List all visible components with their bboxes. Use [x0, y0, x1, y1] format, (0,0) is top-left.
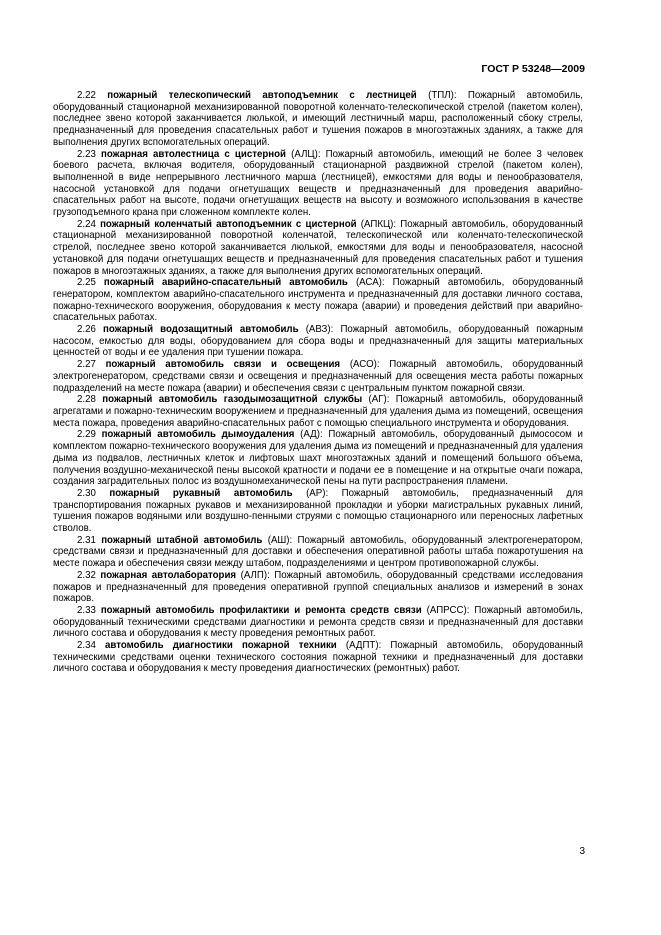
clause-number: 2.24: [77, 218, 96, 230]
defined-term: пожарный автомобиль газодымозащитной службы: [102, 394, 363, 406]
document-body: [53, 90, 583, 675]
definition-text: (АР): Пожарный автомобиль, предназначенный для транспортирования пожарных рукавов и механизированной прокладки и уборки магистральных рукавных линий, тушения пожаров водяными или воздушно-пенными струями с помощью стационарного или переносных лафетных стволов.: [53, 487, 583, 535]
definition-paragraph: [53, 570, 583, 605]
standard-number: ГОСТ Р 53248—2009: [481, 63, 585, 75]
clause-number: 2.26: [77, 324, 96, 336]
definition-paragraph: [53, 488, 583, 535]
definition-paragraph: [53, 605, 583, 640]
definition-text: (АД): Пожарный автомобиль, оборудованный дымососом и комплектом пожарно-технического вооружения для удаления дыма из помещений и предназначенный для удаления дыма из подвалов, лестничных клеток и лифтовых шахт многоэтажных зданий и помещений большого объема, получения воздушно-механической пены высокой кратности и подачи ее в помещение и на открытые очаги пожара, создания заградительных полос из воздушномеханической пены на пути распространения пламени.: [53, 429, 583, 488]
defined-term: пожарный автомобиль дымоудаления: [101, 429, 295, 441]
definition-paragraph: [53, 90, 583, 149]
defined-term: пожарный штабной автомобиль: [101, 534, 263, 546]
definition-text: (АЛЦ): Пожарный автомобиль, имеющий не более 3 человек боевого расчета, включая водителя, оборудованный стационарной раздвижной стрелой (пакетом колен), выполненной в виде непрерывного лестничного марша (лестницей), емкостями для воды и пенообразователя, насосной установкой для подачи огнетушащих веществ и предназначенный для проведения аварийно-спасательных работ на высоте, подачи огнетушащих веществ на высоту и возможного использования в качестве грузоподъемного крана при сложенном комплекте колен.: [53, 148, 584, 219]
defined-term: пожарный водозащитный автомобиль: [103, 324, 299, 336]
clause-number: 2.29: [77, 429, 96, 441]
clause-number: 2.22: [77, 90, 96, 101]
page-number: 3: [579, 846, 585, 857]
defined-term: пожарный телескопический автоподъемник с лестницей: [107, 90, 417, 101]
definition-text: (АВЗ): Пожарный автомобиль, оборудованный пожарным насосом, емкостью для воды, оборудованием для сбора воды и предназначенный для защиты материальных ценностей от воды и ее удаления при тушении пожара.: [53, 324, 583, 359]
definition-paragraph: [53, 149, 583, 219]
defined-term: пожарная автолаборатория: [100, 569, 237, 581]
definition-paragraph: [53, 394, 583, 429]
definition-text: (ТПЛ): Пожарный автомобиль, оборудованный стационарной механизированной поворотной коленчато-телескопической стрелой (пакетом колен), последнее звено которой заканчивается люлькой, и имеющий лестничный марш, расположенный сбоку стрелы, предназначенный для проведения спасательных работ и тушения пожаров в многоэтажных зданиях, а также для выполнения других вспомогательных операций.: [53, 90, 583, 148]
clause-number: 2.23: [77, 148, 96, 160]
defined-term: пожарный коленчатый автоподъемник с цистерной: [100, 218, 357, 230]
definition-paragraph: [53, 324, 583, 359]
clause-number: 2.25: [77, 277, 96, 289]
defined-term: пожарный автомобиль профилактики и ремонта средств связи: [100, 604, 422, 616]
definition-text: (АДПТ): Пожарный автомобиль, оборудованный техническими средствами оценки технического состояния пожарной техники и предназначенный для доставки личного состава и оборудования к месту проведения диагностических (ремонтных) работ.: [53, 640, 583, 675]
clause-number: 2.28: [77, 394, 96, 406]
definition-paragraph: [53, 429, 583, 488]
definition-paragraph: [53, 277, 583, 324]
clause-number: 2.30: [77, 487, 96, 499]
clause-number: 2.32: [77, 569, 96, 581]
clause-number: 2.34: [77, 640, 96, 652]
clause-number: 2.33: [77, 604, 96, 616]
defined-term: пожарная автолестница с цистерной: [101, 148, 286, 160]
definition-text: (АПРСС): Пожарный автомобиль, оборудованный техническими средствами диагностики и ремонта средств связи и предназначенный для доставки личного состава и оборудования к месту проведения ремонтных работ.: [53, 604, 583, 640]
clause-number: 2.31: [77, 534, 96, 546]
definition-text: (АГ): Пожарный автомобиль, оборудованный агрегатами и пожарно-техническим вооружением и предназначенный для удаления дыма из помещений, освещения места пожара, проведения аварийно-спасательных работ с помощью специального инструмента и оборудования.: [53, 394, 583, 429]
definition-text: (АЛП): Пожарный автомобиль, оборудованный средствами исследования пожаров и предназначенный для проведения оперативной группой специальных анализов и измерений в зонах пожаров.: [53, 569, 584, 605]
definition-paragraph: [53, 359, 583, 394]
defined-term: пожарный аварийно-спасательный автомобиль: [103, 277, 348, 289]
definition-text: (АШ): Пожарный автомобиль, оборудованный электрогенератором, средствами связи и предназначенный для доставки и обеспечения оперативной работы штаба пожаротушения на месте пожара и обеспечения связи между штабом, подразделениями и центром противопожарной службы.: [53, 534, 583, 570]
defined-term: пожарный рукавный автомобиль: [109, 487, 293, 499]
defined-term: пожарный автомобиль связи и освещения: [105, 359, 341, 371]
definition-text: (АСА): Пожарный автомобиль, оборудованный генератором, комплектом аварийно-спасательного инструмента и предназначенный для доставки личного состава, пожарно-технического вооружения, оборудования к месту пожара (аварии) и проведения действий при аварийно-спасательных работах.: [53, 277, 583, 324]
definition-text: (АСО): Пожарный автомобиль, оборудованный электрогенератором, средствами связи и освещения и предназначенный для освещения места работы пожарных подразделений на месте пожара (аварии) и обеспечения связи с центральным пунктом пожарной связи.: [53, 359, 583, 394]
definition-paragraph: [53, 640, 583, 675]
definition-paragraph: [53, 219, 583, 278]
definition-paragraph: [53, 535, 583, 570]
clause-number: 2.27: [77, 359, 96, 371]
definition-text: (АПКЦ): Пожарный автомобиль, оборудованный стационарной механизированной поворотной коленчатой, телескопической или коленчато-телескопической стрелой, последнее звено которой заканчивается люлькой, емкостями для воды и пенообразователя, насосной установкой для подачи огнетушащих веществ и предназначенный для проведения спасательных работ и тушения пожаров в многоэтажных зданиях, а также для выполнения других вспомогательных операций.: [53, 218, 583, 277]
defined-term: автомобиль диагностики пожарной техники: [105, 640, 337, 652]
